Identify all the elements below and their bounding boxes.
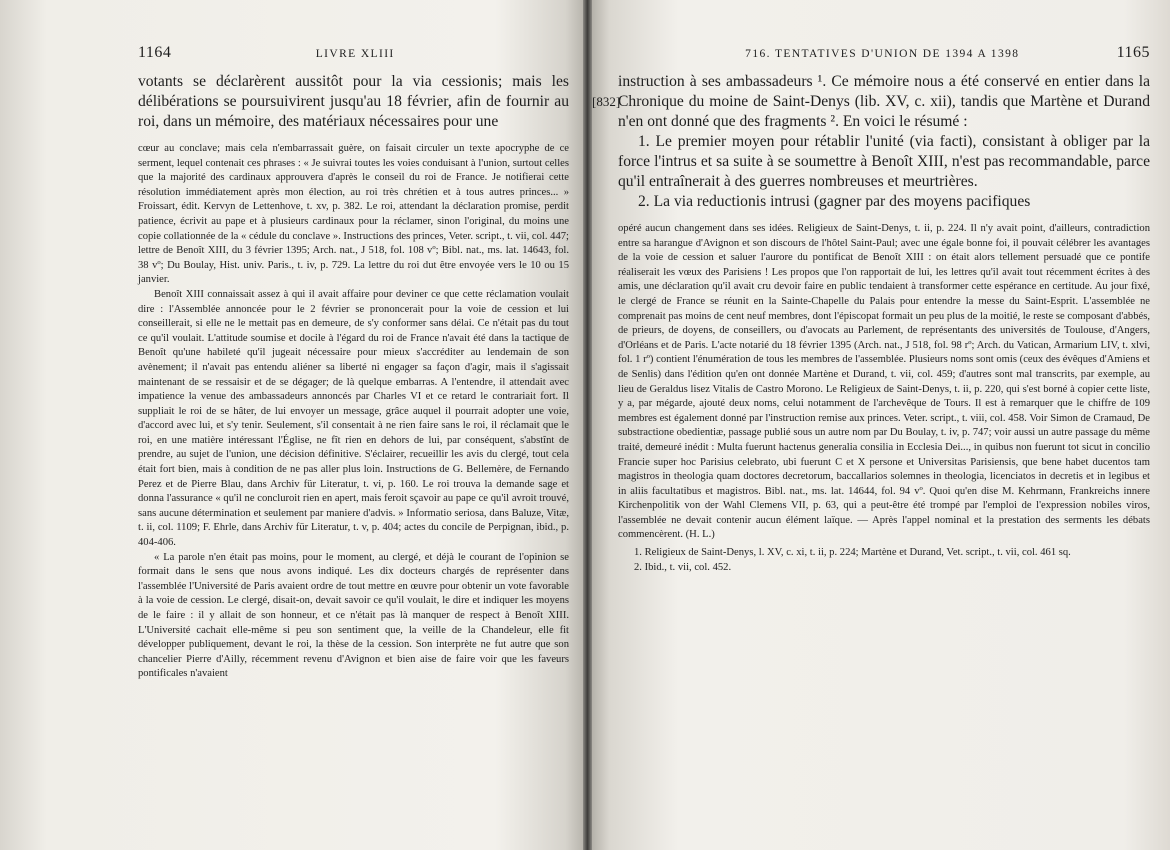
left-note-paragraph: « La parole n'en était pas moins, pour le moment, au clergé, et déjà le courant de l'opinion se formait dans le sens que nous avons indiqué. Les dix docteurs chargés de représenter dans l'assemblée l'Université de Paris avaient ordre de tout mettre en œuvre pour obtenir un vote favorable à la voie de cession. Le clergé, disait-on, devait savoir ce qu'il voulait, le dire et indiquer les moyens de le faire : il y allait de son honneur, et ce n'était pas là manquer de respect à Benoît XIII. L'Université cachait elle-même si peu son sentiment que, la veille de la Chandeleur, elle fit développer publiquement, devant le roi, la thèse de la cession. Son interprète ne fut autre que son chancelier Pierre d'Ailly, récemment revenu d'Avignon et bien aise de faire voir que les faveurs pontificales n'avaient <box>138 551 569 680</box>
left-note-paragraph: cœur au conclave; mais cela n'embarrassait guère, on faisait circuler un texte apocryphe de ce serment, lequel contenait ces phrases : « Je suivrai toutes les voies conduisant à l'union, surtout celles que la majorité des cardinaux approuvera d'après le conseil du roi de France. Je notifierai cette résolution immédiatement après mon élection, au roi très chrétien et à tous autres princes... » Froissart, édit. Kervyn de Lettenhove, t. xv, p. 382. Le roi, attendant la déclaration promise, perdit patience, écrivit au pape et à plusieurs cardinaux pour la réclamer, sinon l'original, du moins une copie collationnée de la « cédule du conclave ». Instructions des princes, Veter. script., t. vii, col. 447; lettre de Benoît XIII, du 3 février 1395; Arch. nat., J 518, fol. 108 vº; Bibl. nat., ms. lat. 14643, fol. 38 vº; Du Boulay, Hist. univ. Paris., t. iv, p. 729. La lettre du roi dut être envoyée vers le 10 ou 15 janvier. <box>138 143 569 286</box>
left-page-number: 1164 <box>138 44 172 61</box>
right-notes <box>618 222 1150 543</box>
right-body-paragraph: instruction à ses ambassadeurs ¹. Ce mémoire nous a été conservé en entier dans la Chronique du moine de Saint-Denys (lib. XV, c. xii), tandis que Martène et Durand n'en ont donné que des fragments ². En voici le résumé : <box>618 73 1150 130</box>
right-body-paragraph: 2. La via reductionis intrusi (gagner par des moyens pacifiques <box>638 193 1031 210</box>
right-running-title: 716. TENTATIVES D'UNION DE 1394 A 1398 <box>745 48 1020 60</box>
left-running-head <box>138 44 569 62</box>
left-running-title: LIVRE XLIII <box>315 48 395 60</box>
right-page-number: 1165 <box>1116 44 1150 61</box>
footnote: 1. Religieux de Saint-Denys, l. XV, c. xi, t. ii, p. 224; Martène et Durand, Vet. script., t. vii, col. 461 sq. <box>634 547 1071 559</box>
right-footnotes <box>618 546 1150 575</box>
left-note-paragraph: Benoît XIII connaissait assez à qui il avait affaire pour deviner ce que cette réclamation voulait dire : l'Assemblée annoncée pour le 2 février se prononcerait pour la voie de cession et lui conseillerait, si elle ne le mettait pas en demeure, de s'y conformer sans délai. Ce n'était pas du tout ce qu'il voulait. L'attitude soumise et docile à l'égard du roi de France n'avait été dans la tactique de Benoît qu'une habileté qu'il jugeait nécessaire pour mieux s'accréditer au lendemain de son avènement; il n'avait pas entendu aliéner sa liberté ni engager sa façon d'agir, mais il s'agissait maintenant de se ressaisir et de se dégager; de là quelque embarras. A l'entendre, il attendait avec impatience la venue des ambassadeurs annoncés par Charles VI et ce retard le contrariait fort. Il suppliait le roi de se hâter, de lui envoyer un message, grâce auquel il pourrait adopter une voie, d'accord avec lui, et s'y tenir. Seulement, s'il consentait à ne rien faire sans le roi, il réclamait que le roi, en une matière intéressant l'Église, ne fît rien en dehors de lui, par conséquent, s'abstînt de prendre, au sujet de l'union, une décision définitive. S'éclairer, recueillir les avis du clergé, tout cela était fort bien, mais à condition de ne pas aller plus loin. Instructions de G. Bellemère, de Fernando Perez et de Pierre Blau, dans Archiv für Literatur, t. vi, p. 160. Le roi trouva la demande sage et donna l'assurance « qu'il ne concluroit rien en apert, mais feroit sçavoir au pape ce qu'il avroit trouvé, sans aucune détermination et seulement par maniere d'advis. » Informatio seriosa, dans Baluze, Vitæ, t. ii, col. 1109; F. Ehrle, dans Archiv für Literatur, t. v, p. 404; actes du concile de Perpignan, ibid., p. 404-406. <box>138 288 569 549</box>
footnote: 2. Ibid., t. vii, col. 452. <box>634 561 732 573</box>
left-notes <box>138 142 569 682</box>
book-gutter <box>583 0 592 850</box>
left-body-paragraph: votants se déclarèrent aussitôt pour la via cessionis; mais les délibérations se poursuivirent jusqu'au 18 février, afin de fournir au roi, dans un mémoire, des matériaux nécessaires pour une <box>138 73 569 130</box>
right-running-head <box>618 44 1150 62</box>
right-body-paragraph: 1. Le premier moyen pour rétablir l'unité (via facti), consistant à obliger par la force l'intrus et sa suite à se soumettre à Benoît XIII, n'est pas recommandable, parce qu'il entraînerait à des guerres nombreuses et meurtrières. <box>618 133 1150 190</box>
right-page <box>592 0 1170 850</box>
left-page <box>0 0 583 850</box>
left-body-text <box>138 72 569 132</box>
margin-reference: [832] <box>592 94 621 109</box>
right-body-text <box>618 72 1150 212</box>
right-note-paragraph: opéré aucun changement dans ses idées. Religieux de Saint-Denys, t. ii, p. 224. Il n'y avait point, d'ailleurs, contradiction entre sa harangue d'Avignon et son discours de l'hôtel Saint-Paul; avec une égale bonne foi, il pouvait célébrer les avantages de la voie de cession et saluer l'aurore du pontificat de Benoît XIII : on était alors tellement persuadé que ce pontife réaliserait les vœux des Parisiens ! Les propos que l'on rapportait de lui, les lettres qu'il avait tout récemment écrites à des amis, une déclaration qu'il avait cru devoir faire en public tendaient à transformer cette espérance en certitude. Au jour fixé, le clergé de France se réunit en la Sainte-Chapelle du Palais pour entendre la messe du Saint-Esprit. L'assemblée ne comprenait pas moins de cent neuf membres, dont l'épiscopat formait un peu plus de la moitié, le reste se composant d'abbés, de prieurs, de doyens, de conseillers, ou d'avocats au Parlement, de représentants des universités de Toulouse, d'Angers, d'Orléans et de Paris. L'acte notarié du 18 février 1395 (Arch. nat., J 518, fol. 98 rº; Arch. du Vatican, Armarium LIV, t. xlvi, fol. 1 rº) contient l'énumération de tous les membres de l'assemblée. Plusieurs noms sont omis (ceux des évêques d'Amiens et de Senlis) dans l'édition qu'en ont donnée Martène et Durand, t. vii, col. 459; d'autres sont mal transcrits, par exemple, au lieu de Geraldus lisez Vitalis de Castro Morono. Le Religieux de Saint-Denys, t. ii, p. 220, qui s'est borné à copier cette liste, y a, par mégarde, ajouté deux noms, celui notamment de l'archevêque de Tours. Il est à remarquer que le chiffre de 109 membres est également donné par l'instruction remise aux princes. Veter. script., t. viii, col. 458. Voir Simon de Cramaud, De substractione obedientiæ, passage publié sous un autre nom par Du Boulay, t. iv, p. 747; voir aussi un autre passage du même traité, demeuré inédit : Multa fuerunt hactenus generalia consilia in Ecclesia Dei..., in quibus non fuerunt tot sicut in concilio Francie super hoc Parisius celebrato, ubi fuerunt C et X persone et Universitas Parisiensis, que bene habet ducentos tam magistros in theologia quam doctores decretorum, baccallarios solemnes in theologia, licenciatos in decretis et in legibus et in aliis facultatibus et magistros. Bibl. nat., ms. lat. 14644, fol. 94 vº. Quoi qu'en dise M. Kehrmann, Frankreichs innere Kirchenpolitik von der Wahl Clemens VII, p. 63, qui a peut-être été trompé par l'emploi de l'expression nobiles viros, l'assemblée ne devait contenir aucun élément laïque. — Après l'appel nominal et la prestation des serments les débats commencèrent. (H. L.) <box>618 223 1150 541</box>
